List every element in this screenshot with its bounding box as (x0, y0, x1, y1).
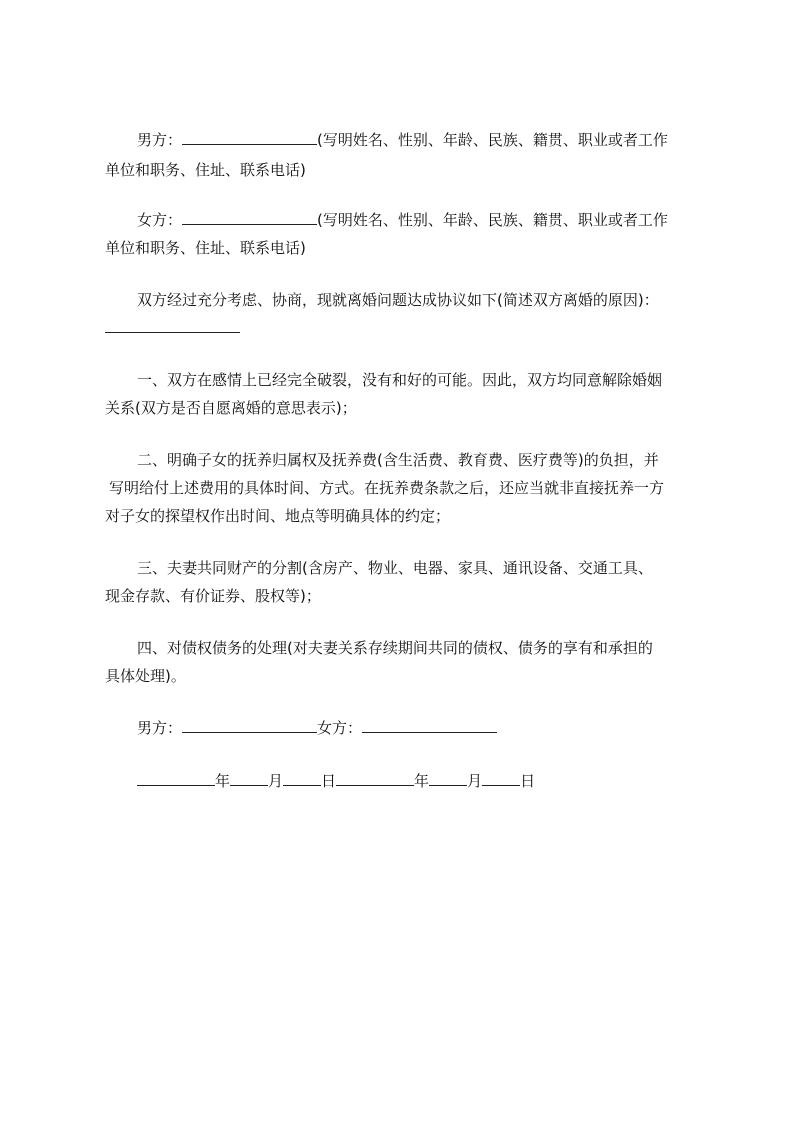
male-date-year-blank (137, 771, 215, 786)
female-party-line1 (105, 205, 668, 235)
signature-line (105, 713, 497, 743)
female-date-month: 月 (467, 772, 483, 790)
female-date-year: 年 (414, 772, 430, 790)
female-party-label: 女方： (137, 211, 183, 229)
intro-line (105, 285, 659, 315)
male-date-day-blank (283, 771, 321, 786)
clause-3-text: 三、夫妻共同财产的分割(含房产、物业、电器、家具、通讯设备、交通工具、 (137, 559, 653, 577)
signature-male-blank (182, 718, 317, 733)
clause-2-line2 (105, 473, 664, 503)
signature-male-label: 男方： (137, 719, 183, 737)
female-date-day: 日 (520, 772, 536, 790)
female-party-note: (写明姓名、性别、年龄、民族、籍贯、职业或者工作 (317, 211, 668, 229)
clause-1-line1 (105, 365, 662, 395)
male-party-line2 (105, 155, 306, 185)
male-date-month-blank (230, 771, 268, 786)
clause-3-text-cont: 现金存款、有价证券、股权等)； (105, 587, 321, 605)
clause-2-text-cont2: 对子女的探望权作出时间、地点等明确具体的约定； (105, 507, 451, 525)
signature-female-label: 女方： (317, 719, 363, 737)
female-date-day-blank (482, 771, 520, 786)
clause-2-text-cont: 写明给付上述费用的具体时间、方式。在抚养费条款之后，还应当就非直接抚养一方 (109, 479, 665, 497)
male-party-note: (写明姓名、性别、年龄、民族、籍贯、职业或者工作 (317, 131, 668, 149)
clause-2-text: 二、明确子女的抚养归属权及抚养费(含生活费、教育费、医疗费等)的负担，并 (137, 451, 659, 469)
clause-1-text: 一、双方在感情上已经完全破裂，没有和好的可能。因此，双方均同意解除婚姻 (137, 371, 663, 389)
female-party-note-cont: 单位和职务、住址、联系电话) (105, 239, 306, 257)
male-date-month: 月 (268, 772, 284, 790)
intro-reason-blank (105, 318, 240, 333)
female-party-line2 (105, 233, 306, 263)
male-date-day: 日 (321, 772, 337, 790)
male-party-line1 (105, 125, 668, 155)
clause-4-text: 四、对债权债务的处理(对夫妻关系存续期间共同的债权、债务的享有和承担的 (137, 639, 653, 657)
clause-3-line1 (105, 553, 653, 583)
male-date-year: 年 (215, 772, 231, 790)
intro-blank-line (105, 313, 240, 343)
male-party-blank (182, 130, 317, 145)
clause-1-text-cont: 关系(双方是否自愿离婚的意思表示)； (105, 399, 357, 417)
clause-1-line2 (105, 393, 357, 423)
male-party-note-cont: 单位和职务、住址、联系电话) (105, 161, 306, 179)
female-date-month-blank (429, 771, 467, 786)
clause-3-line2 (105, 581, 321, 611)
female-party-blank (182, 210, 317, 225)
date-line (105, 766, 535, 796)
intro-text: 双方经过充分考虑、协商，现就离婚问题达成协议如下(简述双方离婚的原因)： (137, 291, 659, 309)
clause-4-line1 (105, 633, 653, 663)
clause-2-line3 (105, 501, 450, 531)
clause-4-text-cont: 具体处理)。 (105, 667, 186, 685)
female-date-year-blank (336, 771, 414, 786)
male-party-label: 男方： (137, 131, 183, 149)
clause-4-line2 (105, 661, 186, 691)
signature-female-blank (362, 718, 497, 733)
clause-2-line1 (105, 445, 659, 475)
